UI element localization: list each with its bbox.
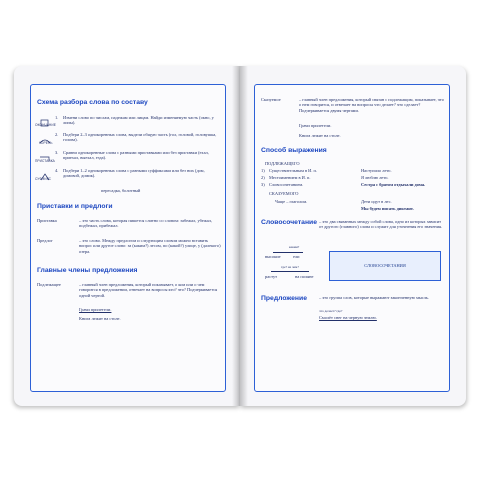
predicate-definition: – главный член предложения, который связан с подлежащим, показывает, что о нем говорится, и отвечает на вопросы что делает? что сделает? Подчеркивается двумя чертами. — [299, 97, 444, 113]
predicate-expression-kind: Чаще – глаголом. — [275, 199, 308, 204]
heading-prefixes-prepositions: Приставки и предлоги — [37, 203, 113, 210]
suffix-icon-label: СУФФИКС — [35, 177, 52, 181]
left-page — [14, 66, 240, 406]
predicate-term: Сказуемое — [261, 97, 281, 102]
heading-collocation: Словосочетание — [261, 219, 318, 226]
sentence-example: Смолёт снег на черную землю. — [319, 315, 377, 320]
morph-step-text: Подбери 1–2 однокоренных слова с разными суффиксами или без них (дом, домовой, домик). — [63, 168, 205, 179]
collocation-definition: – это два связанных между собой слова, одно из которых зависит от другого (главного) слова и служит для уточнения его значения. — [319, 219, 443, 230]
diagram-arrow-1 — [273, 252, 303, 253]
morph-number: 3. — [55, 150, 59, 155]
morph-number: 4. — [55, 168, 59, 173]
predicate-example-2: Книга лежит на столе. — [299, 133, 341, 138]
subject-term: Подлежащее — [37, 282, 61, 287]
collocation-box: СЛОВОСОЧЕТАНИЯ — [329, 251, 441, 281]
diagram-word-4: на поляне — [295, 274, 314, 279]
heading-means-of-expression: Способ выражения — [261, 147, 327, 154]
prefix-term: Приставка — [37, 218, 57, 223]
morph-step-text: Измени слово по числам, падежам или лицам. Найди изменяемую часть (окно, у липы). — [63, 115, 214, 126]
diagram-word-2: ели — [293, 254, 300, 259]
subject-definition: – главный член предложения, который показывает, о ком или о чем говорится в предложении, отвечает на вопросы кто? что? Подчеркивается одной чертой. — [79, 282, 218, 298]
predicate-expression-example-2: Мы будем писать диктант. — [361, 206, 414, 211]
left-page-frame — [30, 84, 226, 392]
heading-morpheme-analysis: Схема разбора слова по составу — [37, 99, 148, 106]
diagram-word-3: растут — [265, 274, 278, 279]
subject-example-2: Книга лежит на столе. — [79, 316, 121, 321]
predicate-example-1: Грачи прилетели. — [299, 123, 332, 128]
subject-expression-header: ПОДЛЕЖАЩЕГО — [265, 161, 300, 166]
morph-step-text: Подбери 2–3 однокоренных слова, выдели общую часть (гол, головой, головушка, голова). — [63, 132, 217, 143]
diagram-word-1: высокие — [265, 254, 281, 259]
morph-number: 1. — [55, 115, 59, 120]
right-page-frame — [254, 84, 450, 392]
diagram-question-1: каким? — [289, 245, 300, 249]
ending-icon-label: ОКОНЧАНИЕ — [35, 123, 56, 127]
diagram-question-2: где? на чем? — [281, 265, 299, 269]
open-workbook — [14, 66, 466, 406]
expression-number: 2) — [261, 175, 265, 180]
heading-sentence: Предложение — [261, 295, 307, 302]
expression-example: Сестра с братом отдыхали дома. — [361, 182, 426, 187]
book-spine-shadow — [232, 66, 248, 406]
expression-example: Я люблю лето. — [361, 175, 389, 180]
morph-step-text: Сравни однокоренные слова с разными приставками или без приставки (ехал, приехал, выехал, езда). — [63, 150, 209, 161]
predicate-expression-header: СКАЗУЕМОГО — [269, 191, 299, 196]
subject-example-1: Грачи прилетели. — [79, 307, 112, 312]
sentence-definition: – это группа слов, которые выражают законченную мысль. — [319, 295, 430, 300]
prefix-icon-label: ПРИСТАВКА — [35, 159, 55, 163]
suffix-caret-icon — [38, 168, 52, 176]
preposition-term: Предлог — [37, 238, 53, 243]
morph-number: 2. — [55, 132, 59, 137]
expression-kind: Словосочетанием. — [269, 182, 304, 187]
right-page — [240, 66, 466, 406]
expression-kind: Местоимением в И. п. — [269, 175, 311, 180]
expression-kind: Существительным в И. п. — [269, 168, 317, 173]
expression-example: Наступило лето. — [361, 168, 392, 173]
expression-number: 3) — [261, 182, 265, 187]
prefix-angle-icon — [38, 150, 52, 158]
heading-main-sentence-members: Главные члены предложения — [37, 267, 138, 274]
predicate-expression-example-1: Дети идут в лес. — [361, 199, 392, 204]
root-icon-label: КОРЕНЬ — [39, 141, 53, 145]
ending-box-icon — [38, 114, 52, 122]
root-arc-icon — [38, 132, 52, 140]
diagram-arrow-2 — [271, 271, 309, 272]
morpheme-example: пересадка, болотный — [101, 188, 141, 193]
expression-number: 1) — [261, 168, 265, 173]
preposition-definition: – это слово. Между предлогом и следующим словом можно вставить вопрос или другое слово: за (каким?) лесом, по (какой?) улице, у (далекого) озера. — [79, 238, 221, 254]
prefix-definition: – это часть слова, которая пишется слитно со словом: забежал, убежал, подбежал, прибежал. — [79, 218, 213, 229]
sentence-questions: что делает? где? — [319, 309, 343, 313]
